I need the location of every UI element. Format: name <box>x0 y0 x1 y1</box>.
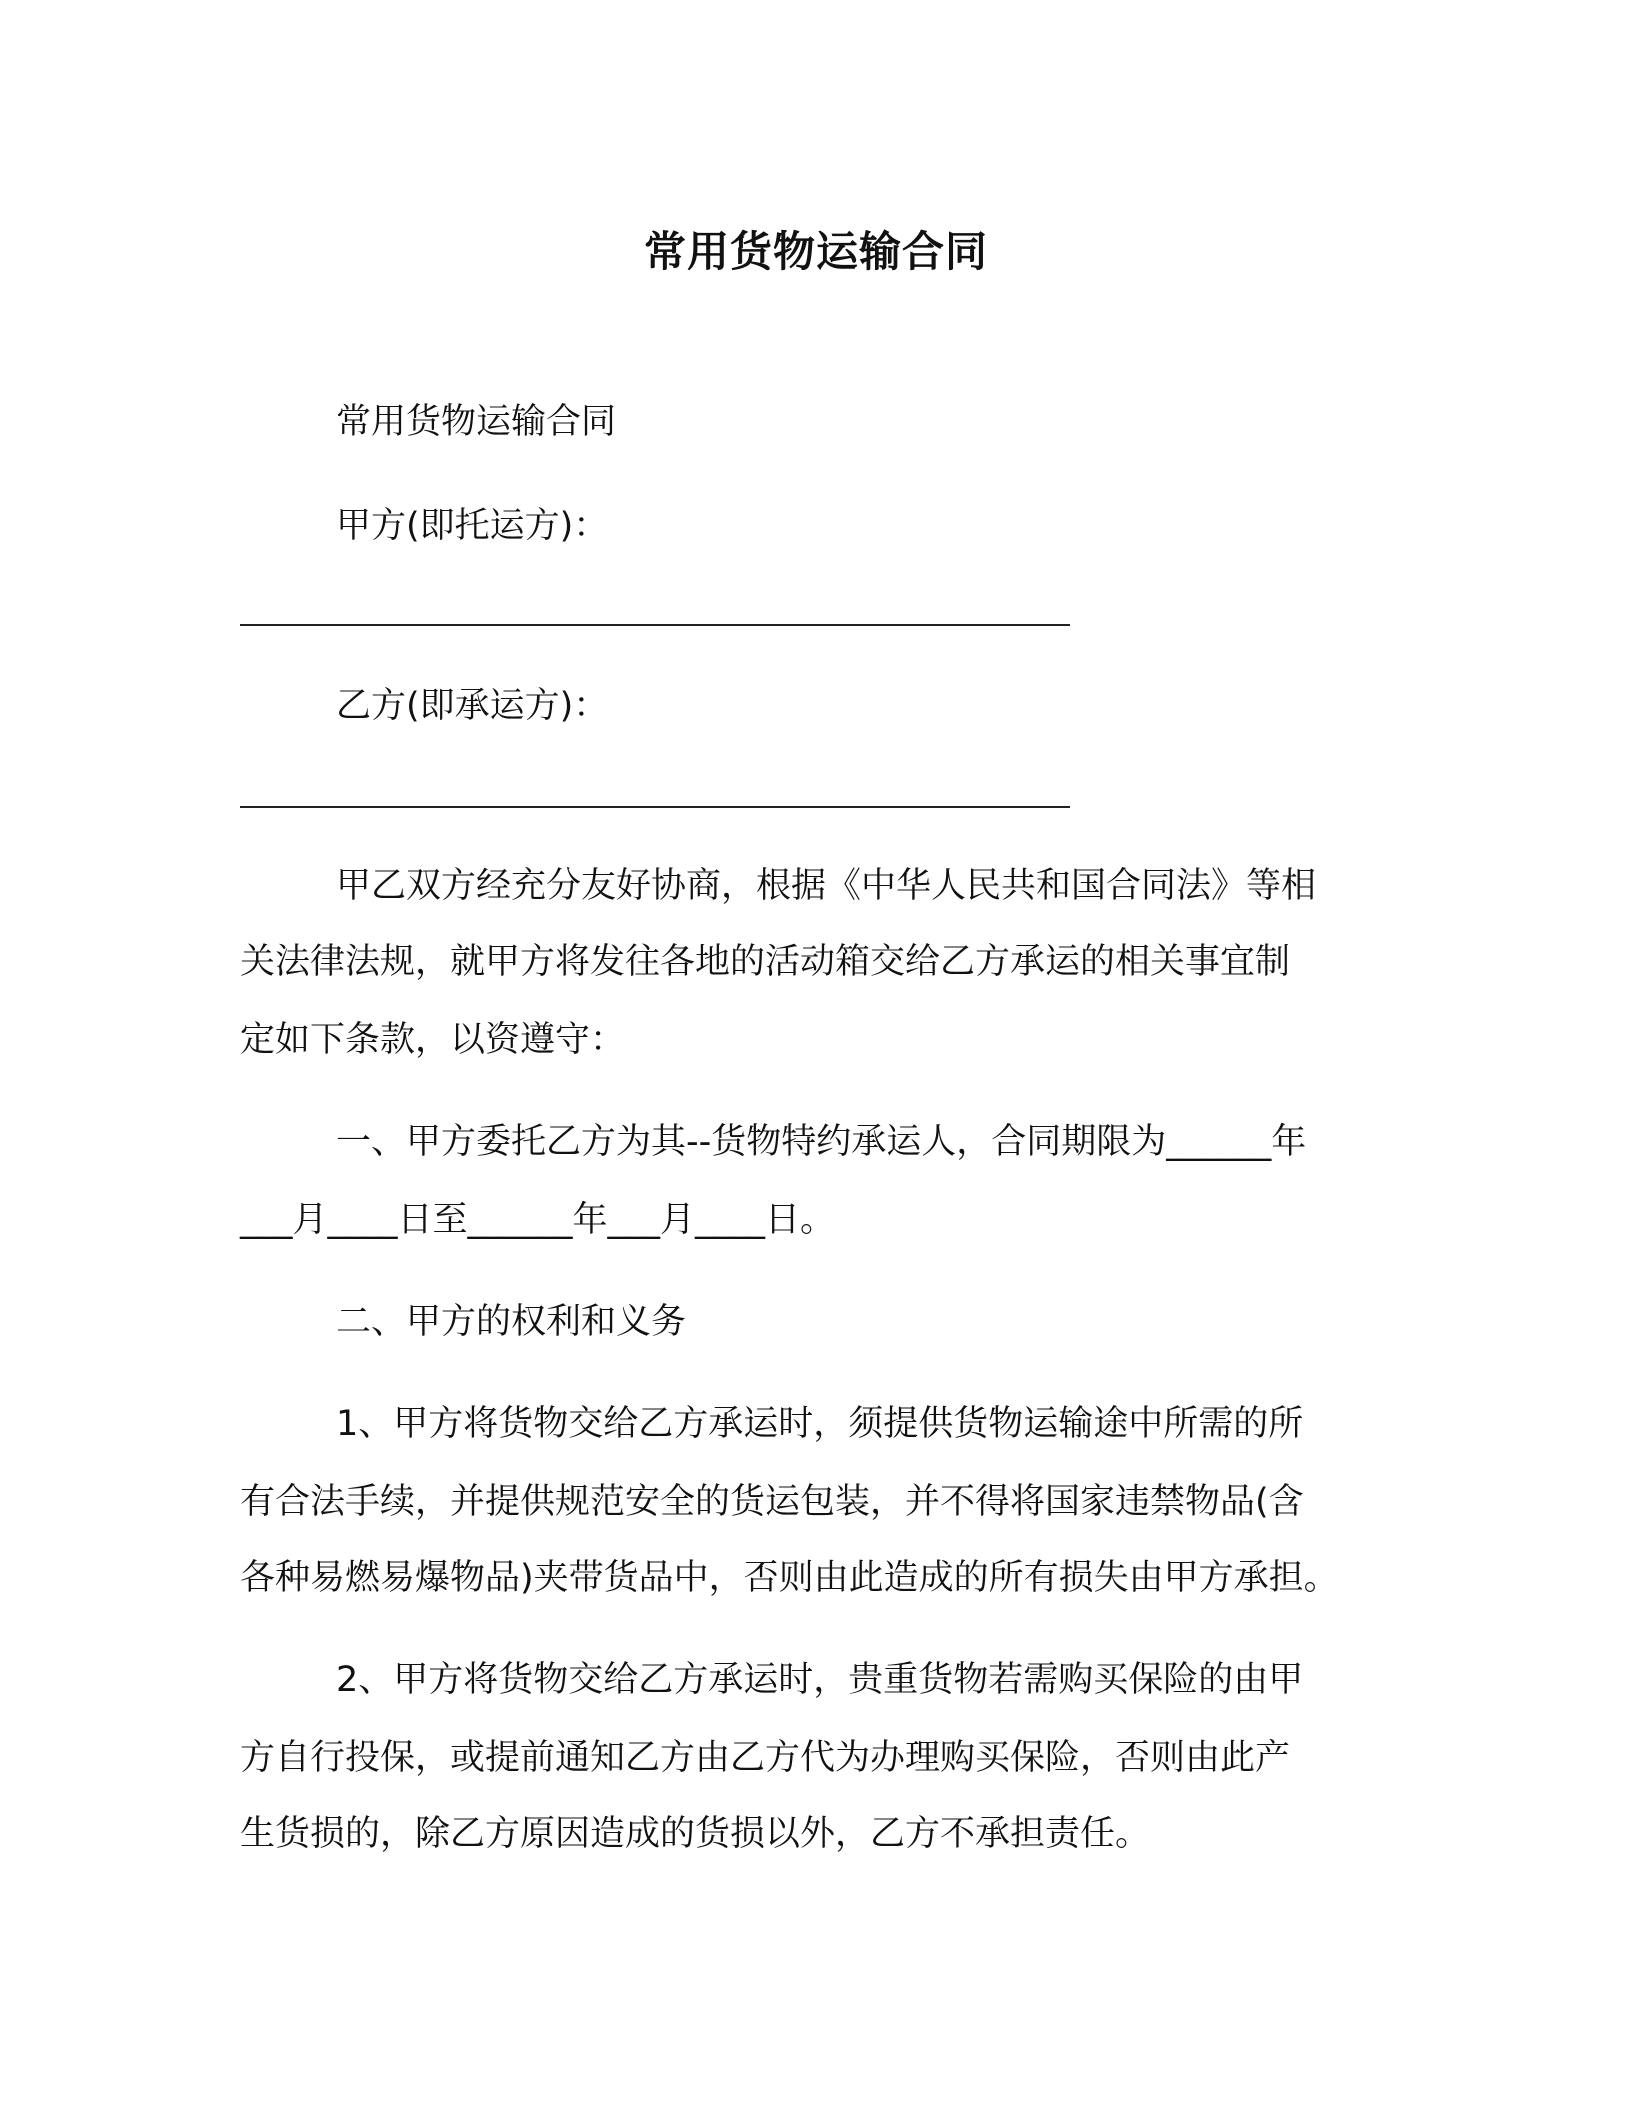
party-b-blank-line <box>240 806 1070 808</box>
clause-2-heading: 二、甲方的权利和义务 <box>336 1302 687 1342</box>
party-b-label: 乙方(即承运方)： <box>336 686 609 726</box>
paragraph-line: 有合法手续，并提供规范安全的货运包装，并不得将国家违禁物品(含 <box>240 1482 1304 1522</box>
document-title: 常用货物运输合同 <box>643 227 988 276</box>
paragraph-line: ___月____日至______年___月____日。 <box>240 1200 836 1240</box>
paragraph-line: 生货损的，除乙方原因造成的货损以外，乙方不承担责任。 <box>240 1814 1151 1854</box>
paragraph-line: 方自行投保，或提前通知乙方由乙方代为办理购买保险，否则由此产 <box>240 1738 1291 1778</box>
paragraph-line: 各种易燃易爆物品)夹带货品中，否则由此造成的所有损失由甲方承担。 <box>240 1558 1339 1598</box>
paragraph-line: 2、甲方将货物交给乙方承运时，贵重货物若需购买保险的由甲 <box>336 1660 1304 1700</box>
paragraph-line: 关法律法规，就甲方将发往各地的活动箱交给乙方承运的相关事宜制 <box>240 942 1291 982</box>
party-a-blank-line <box>240 624 1070 626</box>
paragraph-line: 一、甲方委托乙方为其--货物特约承运人，合同期限为______年 <box>336 1122 1307 1162</box>
party-a-label: 甲方(即托运方)： <box>336 506 609 546</box>
heading-repeat: 常用货物运输合同 <box>336 402 617 442</box>
paragraph-line: 甲乙双方经充分友好协商，根据《中华人民共和国合同法》等相 <box>336 866 1317 906</box>
paragraph-line: 定如下条款，以资遵守： <box>240 1020 626 1060</box>
paragraph-line: 1、甲方将货物交给乙方承运时，须提供货物运输途中所需的所 <box>336 1404 1304 1444</box>
